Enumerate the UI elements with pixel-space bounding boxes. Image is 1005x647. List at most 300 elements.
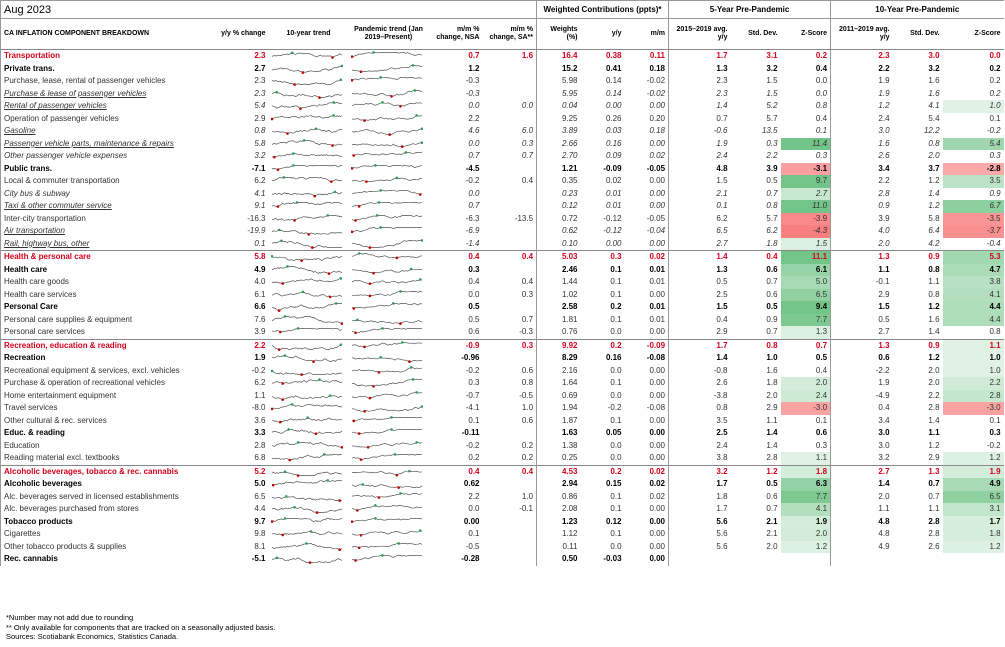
pandemic-trend-sparkline [351, 441, 423, 451]
cell-weights: 0.25 [537, 452, 581, 465]
header-trend10: 10-year trend [269, 19, 349, 50]
ten-year-trend-sparkline [271, 529, 343, 539]
cell-z5: 0.0 [815, 88, 828, 98]
cell-sd10: 3.7 [928, 163, 940, 173]
cell-mm-sa [483, 163, 537, 176]
pandemic-trend-sparkline [351, 76, 423, 86]
cell-name: Other cultural & rec. services [1, 415, 209, 428]
cell-yy: 4.1 [254, 188, 266, 198]
ten-year-trend-sparkline [271, 226, 343, 236]
cell-weights: 9.92 [537, 339, 581, 352]
cell-avg5: 0.4 [669, 314, 731, 327]
table-row [1, 225, 1004, 238]
cell-w-yy: 0.02 [605, 176, 622, 186]
cell-weights: 5.98 [537, 75, 581, 88]
cell-sd10: 2.9 [928, 453, 940, 463]
ten-year-trend-cell [269, 377, 349, 390]
cell-mm-nsa: -0.96 [461, 353, 480, 363]
cell-avg5: 1.3 [669, 264, 731, 277]
cell-w-yy: 0.1 [610, 289, 622, 299]
cell-name: Educ. & reading [1, 427, 209, 440]
cell-w-mm: -0.08 [646, 403, 666, 413]
cell-sd5: 0.7 [766, 277, 778, 287]
cell-sd10: 1.6 [928, 88, 940, 98]
cell-sd5: 1.8 [766, 238, 778, 248]
pandemic-trend-sparkline [351, 164, 423, 174]
cell-name: Tobacco products [1, 516, 209, 529]
cell-sd10: 1.6 [928, 314, 940, 324]
cell-sd10: 3.0 [893, 50, 943, 63]
cell-sd10: 1.4 [928, 327, 940, 337]
cell-w-mm: 0.00 [649, 428, 666, 438]
cell-weights: 4.53 [537, 465, 581, 478]
cell-mm-nsa: 0.2 [468, 453, 480, 463]
cell-w-mm: -0.02 [646, 88, 666, 98]
cell-w-mm: 0.00 [649, 101, 666, 111]
ten-year-trend-sparkline [271, 403, 343, 413]
report-title: Aug 2023 [1, 1, 537, 19]
pandemic-trend-sparkline [351, 327, 423, 337]
cell-w-yy: 0.2 [610, 302, 622, 312]
header-name: CA INFLATION COMPONENT BREAKDOWN [1, 19, 209, 50]
header-w-yy: y/y [581, 19, 625, 50]
header-z5: Z-Score [781, 19, 831, 50]
cell-yy: 9.8 [254, 529, 266, 539]
ten-year-trend-cell [269, 516, 349, 529]
pandemic-trend-sparkline [351, 416, 423, 426]
cell-avg10: -4.9 [831, 390, 893, 403]
pandemic-trend-sparkline [351, 391, 423, 401]
ten-year-trend-sparkline [271, 265, 343, 275]
ten-year-trend-sparkline [271, 315, 343, 325]
ten-year-trend-cell [269, 188, 349, 201]
cell-mm-sa [483, 352, 537, 365]
cell-z5: 0.4 [815, 365, 828, 375]
cell-w-mm: 0.01 [649, 264, 666, 274]
cell-mm-nsa: 0.3 [468, 378, 480, 388]
cell-weights: 0.23 [537, 188, 581, 201]
pandemic-trend-sparkline [351, 151, 423, 161]
pandemic-trend-cell [349, 390, 429, 403]
table-row [1, 314, 1004, 327]
cell-mm-sa [483, 88, 537, 101]
cell-yy: -19.9 [247, 226, 266, 236]
cell-avg10: 2.6 [831, 150, 893, 163]
cell-z10: 2.8 [943, 390, 1004, 403]
cell-sd5: 0.9 [766, 314, 778, 324]
cell-sd10: 1.2 [928, 440, 940, 450]
cell-yy: 2.2 [209, 339, 269, 352]
cell-avg10: 1.3 [831, 251, 893, 264]
cell-weights: 1.87 [537, 415, 581, 428]
pandemic-trend-sparkline [351, 504, 423, 514]
cell-avg10: 1.1 [831, 503, 893, 516]
cell-yy: 2.3 [254, 76, 266, 86]
cell-w-mm: -0.05 [646, 163, 666, 173]
cell-mm-nsa: -0.11 [461, 428, 480, 438]
cell-w-mm: 0.00 [649, 365, 666, 375]
header-avg10: 2011–2019 avg. y/y [831, 19, 893, 50]
cell-weights: 1.94 [537, 402, 581, 415]
ten-year-trend-cell [269, 163, 349, 176]
pandemic-trend-sparkline [351, 126, 423, 136]
pandemic-trend-sparkline [351, 378, 423, 388]
pandemic-trend-sparkline [351, 189, 423, 199]
table-row [1, 478, 1004, 491]
cell-avg10: 3.2 [831, 452, 893, 465]
ten-year-trend-sparkline [271, 378, 343, 388]
cell-sd10: 1.4 [928, 415, 940, 425]
cell-sd5: 0.8 [731, 339, 781, 352]
cell-w-yy: 0.14 [605, 76, 622, 86]
pandemic-trend-cell [349, 276, 429, 289]
cell-yy: -8.0 [251, 403, 266, 413]
cell-w-yy: 0.1 [610, 264, 622, 274]
table-row [1, 339, 1004, 352]
cell-yy: 6.1 [254, 289, 266, 299]
cell-yy: 7.6 [254, 314, 266, 324]
cell-z10: -0.2 [986, 440, 1001, 450]
cell-yy: 3.6 [254, 415, 266, 425]
cell-avg10: 1.4 [831, 478, 893, 491]
cell-sd5: 5.7 [766, 113, 778, 123]
cell-mm-nsa: 2.2 [468, 113, 480, 123]
cell-z5: 2.0 [781, 377, 831, 390]
table-row [1, 188, 1004, 201]
cell-sd5: 2.8 [766, 453, 778, 463]
pandemic-trend-cell [349, 150, 429, 163]
table-row [1, 528, 1004, 541]
cell-z5: 1.1 [781, 452, 831, 465]
ten-year-trend-cell [269, 352, 349, 365]
cell-name: Purchase, lease, rental of passenger vehicles [1, 75, 209, 88]
cell-z5: 5.0 [781, 276, 831, 289]
cell-z10: 0.2 [989, 63, 1001, 73]
cell-w-mm: 0.00 [649, 453, 666, 463]
pandemic-trend-cell [349, 225, 429, 238]
cell-name: Education [1, 440, 209, 453]
header-mm-nsa: m/m % change, NSA [429, 19, 483, 50]
pandemic-trend-cell [349, 478, 429, 491]
cell-w-mm: 0.02 [625, 465, 669, 478]
cell-z5: 6.1 [781, 264, 831, 277]
table-row [1, 150, 1004, 163]
pandemic-trend-sparkline [351, 139, 423, 149]
cell-sd10: 2.8 [928, 516, 940, 526]
cell-weights: 2.46 [537, 264, 581, 277]
cell-sd10: 2.8 [928, 529, 940, 539]
cell-sd10: 1.4 [928, 188, 940, 198]
cell-mm-nsa: -4.5 [465, 163, 480, 173]
cell-weights: 2.70 [537, 150, 581, 163]
pandemic-trend-sparkline [351, 353, 423, 363]
table-row [1, 326, 1004, 339]
cell-yy: 1.9 [254, 353, 266, 363]
cell-w-yy: 0.1 [610, 277, 622, 287]
cell-z10: 4.4 [943, 314, 1004, 327]
pandemic-trend-cell [349, 541, 429, 554]
pandemic-trend-cell [349, 465, 429, 478]
cell-sd10: 0.9 [893, 251, 943, 264]
cell-sd5: 0.4 [731, 251, 781, 264]
ten-year-trend-cell [269, 88, 349, 101]
cell-avg5: 6.5 [669, 225, 731, 238]
cell-mm-nsa: 0.62 [463, 479, 480, 489]
cell-z5: 1.9 [781, 516, 831, 529]
cell-z10: 4.1 [943, 289, 1004, 302]
cell-z5: 0.4 [815, 63, 828, 73]
cell-sd5: 3.1 [731, 50, 781, 63]
cell-w-yy: 0.12 [605, 516, 622, 526]
cell-weights: 1.21 [537, 163, 581, 176]
cell-name: Alc. beverages purchased from stores [1, 503, 209, 516]
ten-year-trend-cell [269, 238, 349, 251]
pandemic-trend-sparkline [351, 517, 423, 527]
cell-z5: 0.3 [815, 151, 828, 161]
ten-year-trend-sparkline [271, 366, 343, 376]
cell-z5: -3.9 [781, 213, 831, 226]
cell-avg5: 4.8 [669, 163, 731, 176]
ten-year-trend-cell [269, 301, 349, 314]
cell-avg5: 2.3 [669, 88, 731, 101]
cell-sd5: 0.5 [766, 479, 778, 489]
cell-sd5: 5.2 [766, 101, 778, 111]
cell-avg10: 1.6 [831, 138, 893, 151]
header-weights: Weights (%) [537, 19, 581, 50]
cell-mm-sa [483, 238, 537, 251]
ten-year-trend-sparkline [271, 353, 343, 363]
table-row [1, 238, 1004, 251]
ten-year-trend-sparkline [271, 189, 343, 199]
cell-w-yy: -0.03 [603, 554, 622, 564]
cell-sd5: 1.6 [766, 365, 778, 375]
cell-sd5: 0.7 [766, 327, 778, 337]
ten-year-trend-cell [269, 402, 349, 415]
cell-sd10 [893, 553, 943, 566]
cell-mm-sa: 0.4 [483, 465, 537, 478]
ten-year-trend-cell [269, 100, 349, 113]
pandemic-trend-cell [349, 516, 429, 529]
ten-year-trend-sparkline [271, 441, 343, 451]
cell-w-mm: 0.02 [649, 479, 666, 489]
cell-sd10: 0.9 [893, 339, 943, 352]
cell-sd5: 6.2 [766, 226, 778, 236]
cell-sd10: 1.1 [928, 504, 940, 514]
table-row [1, 452, 1004, 465]
cell-avg10: 0.6 [831, 352, 893, 365]
ten-year-trend-sparkline [271, 239, 343, 249]
ten-year-trend-cell [269, 528, 349, 541]
cell-sd5: 5.7 [766, 213, 778, 223]
pandemic-trend-sparkline [351, 239, 423, 249]
cell-avg5: 1.4 [669, 100, 731, 113]
ten-year-trend-cell [269, 314, 349, 327]
table-row [1, 377, 1004, 390]
table-row [1, 390, 1004, 403]
ten-year-trend-sparkline [271, 214, 343, 224]
cell-avg5: 1.7 [669, 339, 731, 352]
cell-z10: 1.2 [943, 452, 1004, 465]
cell-sd10: 0.8 [928, 138, 940, 148]
cell-avg10: -2.2 [831, 365, 893, 378]
cell-avg5: 1.7 [669, 503, 731, 516]
cell-weights: 1.81 [537, 314, 581, 327]
cell-mm-sa [483, 225, 537, 238]
cell-avg10: 3.9 [831, 213, 893, 226]
table-row [1, 264, 1004, 277]
cell-w-yy: -0.12 [603, 226, 622, 236]
cell-yy: 9.7 [254, 516, 266, 526]
cell-w-yy: 0.03 [605, 126, 622, 136]
cell-z10: 6.5 [943, 491, 1004, 504]
cell-avg5: 1.7 [669, 50, 731, 63]
cell-z10: 1.9 [943, 465, 1004, 478]
cell-avg10: 2.7 [831, 465, 893, 478]
cell-name: Air transportation [1, 225, 209, 238]
cell-yy: 4.9 [254, 264, 266, 274]
table-row [1, 503, 1004, 516]
cell-name: Home entertainment equipment [1, 390, 209, 403]
cell-weights: 1.12 [537, 528, 581, 541]
cell-avg10: 2.8 [831, 188, 893, 201]
cell-z5: -4.3 [781, 225, 831, 238]
cell-avg5: 2.5 [669, 427, 731, 440]
cell-z10: 3.1 [943, 503, 1004, 516]
cell-w-mm: -0.04 [646, 226, 666, 236]
cell-avg5: 1.5 [669, 175, 731, 188]
cell-name: Recreational equipment & services, excl. vehicles [1, 365, 209, 378]
cell-w-yy: 0.0 [610, 440, 622, 450]
ten-year-trend-cell [269, 440, 349, 453]
cell-w-yy: 0.05 [605, 428, 622, 438]
ten-year-trend-sparkline [271, 164, 343, 174]
cell-avg10: 2.0 [831, 238, 893, 251]
cell-z5: 0.5 [815, 353, 828, 363]
cell-mm-nsa: -0.7 [465, 390, 480, 400]
table-row [1, 138, 1004, 151]
cell-w-mm: 0.00 [649, 176, 666, 186]
pandemic-trend-sparkline [351, 366, 423, 376]
cell-sd5: 3.9 [766, 163, 778, 173]
cell-mm-nsa: -0.2 [465, 176, 480, 186]
cell-name: Other passenger vehicle expenses [1, 150, 209, 163]
cell-w-mm: 0.00 [649, 138, 666, 148]
cell-mm-sa: 0.6 [521, 365, 534, 375]
cell-weights: 16.4 [537, 50, 581, 63]
cell-yy: 5.4 [254, 101, 266, 111]
cell-mm-sa [483, 541, 537, 554]
pandemic-trend-cell [349, 377, 429, 390]
ten-year-trend-sparkline [271, 542, 343, 552]
cell-z5: 2.4 [781, 390, 831, 403]
pandemic-trend-cell [349, 213, 429, 226]
cell-sd5: 1.1 [766, 415, 778, 425]
pandemic-trend-sparkline [351, 542, 423, 552]
pandemic-trend-cell [349, 301, 429, 314]
ten-year-trend-sparkline [271, 139, 343, 149]
table-row [1, 213, 1004, 226]
cell-w-mm: 0.18 [649, 126, 666, 136]
cell-yy: 2.9 [254, 113, 266, 123]
cell-yy: 5.8 [254, 138, 266, 148]
cell-w-yy: 0.38 [581, 50, 625, 63]
cell-weights: 0.62 [537, 225, 581, 238]
ten-year-trend-cell [269, 339, 349, 352]
cell-avg10: 1.9 [831, 88, 893, 101]
cell-mm-sa: 0.7 [521, 151, 534, 161]
ten-year-trend-cell [269, 251, 349, 264]
cell-sd5: 0.7 [766, 504, 778, 514]
cell-name: Private trans. [1, 63, 209, 76]
cell-sd5: 0.5 [766, 302, 778, 312]
ten-year-trend-cell [269, 125, 349, 138]
cell-mm-nsa: -0.3 [465, 88, 480, 98]
cell-sd10: 2.0 [928, 151, 940, 161]
cell-avg5: 5.6 [669, 516, 731, 529]
cell-z10 [943, 553, 1004, 566]
pandemic-trend-cell [349, 553, 429, 566]
ten-year-trend-sparkline [271, 64, 343, 74]
cell-sd5: 0.7 [766, 188, 778, 198]
table-row [1, 200, 1004, 213]
cell-z5: 0.8 [815, 101, 828, 111]
pandemic-trend-sparkline [351, 315, 423, 325]
pandemic-trend-cell [349, 238, 429, 251]
cell-w-yy: 0.00 [605, 101, 622, 111]
cell-w-yy: 0.2 [581, 465, 625, 478]
pandemic-trend-sparkline [351, 290, 423, 300]
cell-z10: 0.2 [989, 88, 1001, 98]
cell-weights: 1.02 [537, 289, 581, 302]
cell-avg5: 1.5 [669, 301, 731, 314]
cell-sd10: 1.2 [928, 201, 940, 211]
ten-year-trend-cell [269, 326, 349, 339]
cell-z10: 5.4 [943, 138, 1004, 151]
cell-mm-nsa: 0.5 [468, 314, 480, 324]
cell-w-yy: 0.41 [605, 63, 622, 73]
cell-name: Rental of passenger vehicles [1, 100, 209, 113]
table-row [1, 541, 1004, 554]
cell-avg10: 1.1 [831, 264, 893, 277]
cell-mm-sa: 0.0 [521, 101, 534, 111]
cell-w-yy: 0.1 [610, 491, 622, 501]
cell-z5: 1.8 [781, 465, 831, 478]
cell-sd5: 0.6 [766, 289, 778, 299]
cell-yy: 6.2 [254, 378, 266, 388]
cell-z10: 5.3 [943, 251, 1004, 264]
cell-avg5: 1.4 [669, 352, 731, 365]
cell-yy: 6.2 [254, 176, 266, 186]
ten-year-trend-cell [269, 276, 349, 289]
cell-avg5: 1.3 [669, 63, 731, 76]
cell-mm-sa [483, 75, 537, 88]
cell-sd10: 0.8 [928, 289, 940, 299]
cell-mm-nsa: 0.3 [468, 264, 480, 274]
cell-name: Operation of passenger vehicles [1, 113, 209, 126]
pandemic-trend-cell [349, 402, 429, 415]
column-header-row [1, 19, 1004, 50]
cell-w-yy: 0.1 [610, 378, 622, 388]
ten-year-trend-sparkline [271, 504, 343, 514]
cell-name: Transportation [1, 50, 209, 63]
pandemic-trend-cell [349, 415, 429, 428]
table-row [1, 415, 1004, 428]
cell-z5: -3.1 [781, 163, 831, 176]
cell-weights: 9.25 [537, 113, 581, 126]
cell-avg10: 1.3 [831, 339, 893, 352]
cell-z10: 1.2 [943, 541, 1004, 554]
cell-w-mm: 0.00 [649, 541, 666, 551]
